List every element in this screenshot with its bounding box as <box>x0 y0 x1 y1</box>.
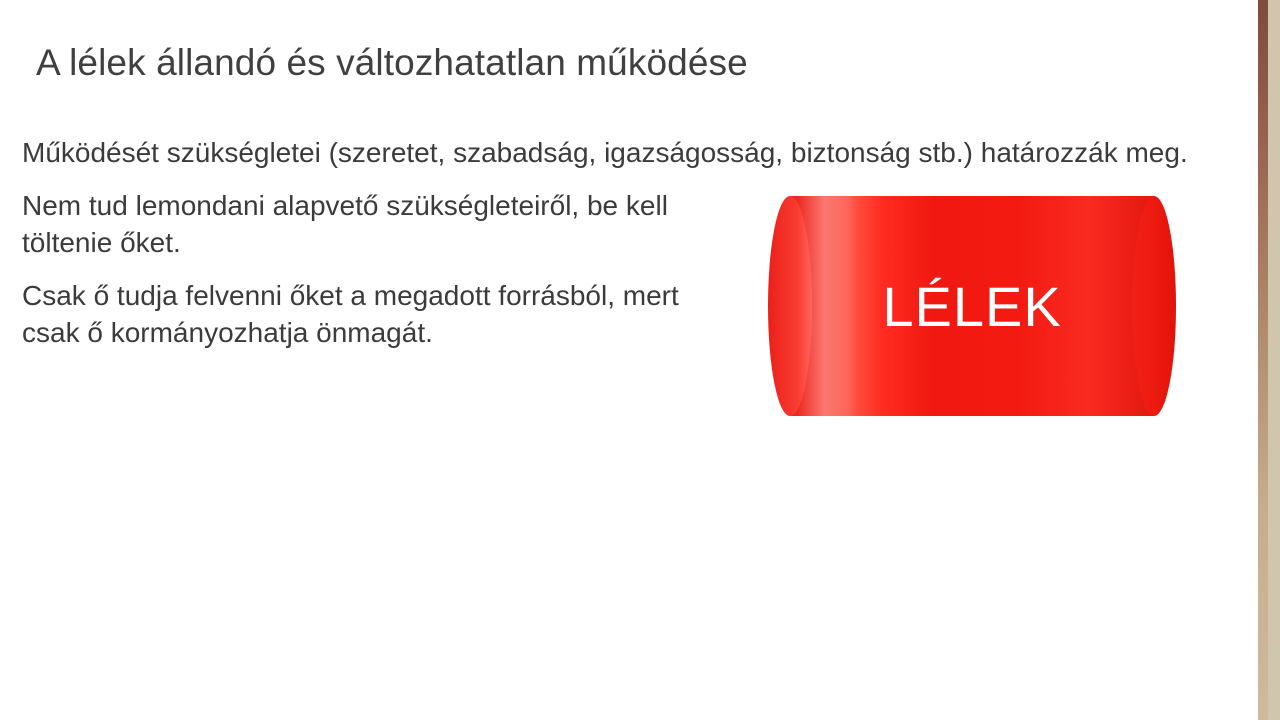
cylinder-shape <box>768 196 1176 416</box>
body-paragraph-1: Működését szükségletei (szeretet, szabadság, igazságosság, biztonság stb.) határozzák meg. <box>22 137 1188 168</box>
body-paragraph-2: Nem tud lemondani alapvető szükségleteiről, be kell töltenie őket. <box>22 190 668 258</box>
cylinder-label: LÉLEK <box>882 274 1062 338</box>
decorative-edge-bar-light <box>1268 0 1280 720</box>
decorative-edge-bar-dark <box>1258 0 1268 720</box>
page-title: A lélek állandó és változhatatlan működése <box>36 41 748 83</box>
body-paragraph-3: Csak ő tudja felvenni őket a megadott forrásból, mert csak ő kormányozhatja önmagát. <box>22 280 679 348</box>
